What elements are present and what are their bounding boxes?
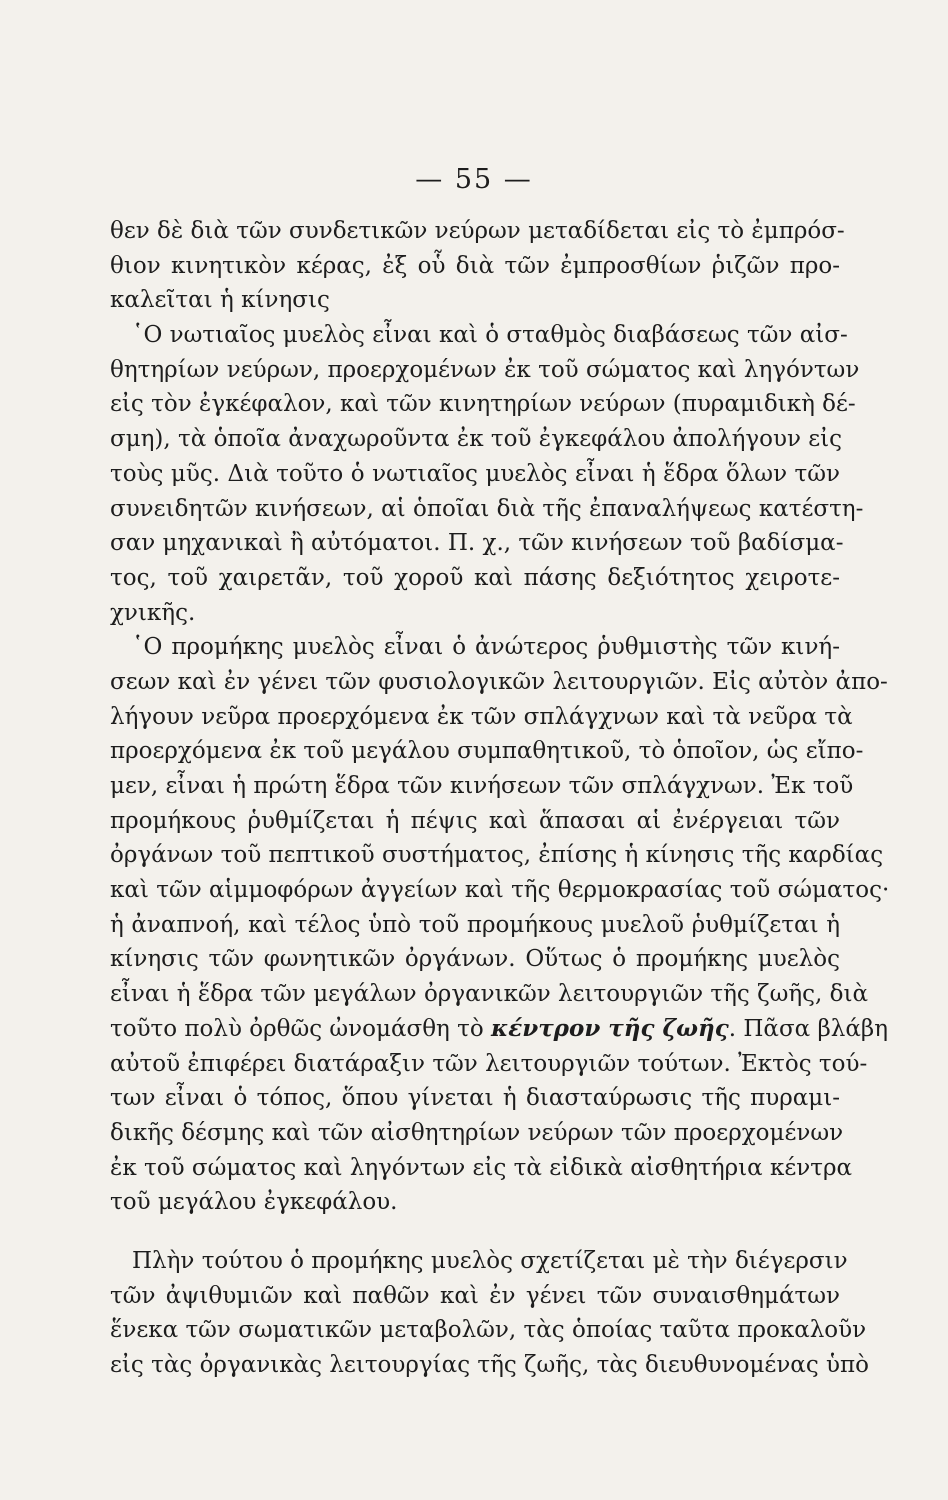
text-line: θεν δὲ διὰ τῶν συνδετικῶν νεύρων μεταδίδεται εἰς τὸ ἐμπρόσ- xyxy=(110,218,845,244)
text-line: προερχόμενα ἐκ τοῦ μεγάλου συμπαθητικοῦ, τὸ ὁποῖον, ὡς εἴπο- xyxy=(110,738,864,765)
text-line: προμήκους ῥυθμίζεται ἡ πέψις καὶ ἅπασαι αἱ ἐνέργειαι τῶν xyxy=(110,807,840,834)
text-line: ἐκ τοῦ σώματος καὶ ληγόντων εἰς τὰ εἰδικὰ αἰσθητήρια κέντρα xyxy=(110,1154,853,1181)
text-line: ἡ ἀναπνοή, καὶ τέλος ὑπὸ τοῦ προμήκους μυελοῦ ῥυθμίζεται ἡ xyxy=(110,911,840,938)
text-line: εἶναι ἡ ἕδρα τῶν μεγάλων ὀργανικῶν λειτουργιῶν τῆς ζωῆς, διὰ xyxy=(110,981,869,1008)
text-line: εἰς τὰς ὀργανικὰς λειτουργίας τῆς ζωῆς, τὰς διευθυνομένας ὑπὸ xyxy=(110,1352,869,1378)
page-number: — 55 — xyxy=(415,164,533,195)
text-line: μεν, εἶναι ἡ πρώτη ἕδρα τῶν κινήσεων τῶν σπλάγχνων. Ἐκ τοῦ xyxy=(110,773,854,799)
text-line: ἕνεκα τῶν σωματικῶν μεταβολῶν, τὰς ὁποίας ταῦτα προκαλοῦν xyxy=(110,1317,867,1344)
text-line: σαν μηχανικαὶ ἢ αὐτόματοι. Π. χ., τῶν κινήσεων τοῦ βαδίσμα- xyxy=(110,530,844,557)
text-line: λήγουν νεῦρα προερχόμενα ἐκ τῶν σπλάγχνων καὶ τὰ νεῦρα τὰ xyxy=(110,703,853,730)
text-line-with-emphasis xyxy=(110,1012,888,1047)
text-line: ὀργάνων τοῦ πεπτικοῦ συστήματος, ἐπίσης ἡ κίνησις τῆς καρδίας xyxy=(110,842,884,869)
text-line: ῾Ο προμήκης μυελὸς εἶναι ὁ ἀνώτερος ῥυθμιστὴς τῶν κινή- xyxy=(132,634,840,661)
text-line: ῾Ο νωτιαῖος μυελὸς εἶναι καὶ ὁ σταθμὸς διαβάσεως τῶν αἰσ- xyxy=(132,322,848,349)
text-line: καὶ τῶν αἱμμοφόρων ἀγγείων καὶ τῆς θερμοκρασίας τοῦ σώματος· xyxy=(110,877,890,904)
text-line: χνικῆς. xyxy=(110,599,196,626)
emphasis-term: κέντρον τῆς ζωῆς xyxy=(491,1014,729,1042)
text-line: τος, τοῦ χαιρετᾶν, τοῦ χοροῦ καὶ πάσης δεξιότητος χειροτε- xyxy=(110,564,840,591)
text-run: τοῦτο πολὺ ὀρθῶς ὠνομάσθη τὸ xyxy=(110,1015,492,1042)
text-line: σεων καὶ ἐν γένει τῶν φυσιολογικῶν λειτουργιῶν. Εἰς αὐτὸν ἀπο- xyxy=(110,668,888,695)
text-line: εἰς τὸν ἐγκέφαλον, καὶ τῶν κινητηρίων νεύρων (πυραμιδικὴ δέ- xyxy=(110,391,856,418)
paragraph-gap xyxy=(110,1220,840,1244)
text-line: θιον κινητικὸν κέρας, ἐξ οὗ διὰ τῶν ἐμπροσθίων ῥιζῶν προ- xyxy=(110,252,840,279)
text-line: συνειδητῶν κινήσεων, αἱ ὁποῖαι διὰ τῆς ἐπαναλήψεως κατέστη- xyxy=(110,495,864,522)
text-line: Πλὴν τούτου ὁ προμήκης μυελὸς σχετίζεται μὲ τὴν διέγερσιν xyxy=(132,1247,848,1274)
paragraph-3 xyxy=(110,630,890,1220)
text-line: κίνησις τῶν φωνητικῶν ὀργάνων. Οὕτως ὁ προμήκης μυελὸς xyxy=(110,946,840,973)
text-line: τοῦ μεγάλου ἐγκεφάλου. xyxy=(110,1189,398,1216)
text-run: . Πᾶσα βλάβη xyxy=(728,1015,888,1042)
text-line: των εἶναι ὁ τόπος, ὅπου γίνεται ἡ διασταύρωσις τῆς πυραμι- xyxy=(110,1085,840,1112)
body-text xyxy=(110,214,890,1383)
text-line: αὐτοῦ ἐπιφέρει διατάραξιν τῶν λειτουργιῶν τούτων. Ἐκτὸς τού- xyxy=(110,1050,868,1077)
paragraph-4 xyxy=(110,1244,869,1383)
text-line: τοὺς μῦς. Διὰ τοῦτο ὁ νωτιαῖος μυελὸς εἶναι ἡ ἕδρα ὅλων τῶν xyxy=(110,460,840,487)
text-line: θητηρίων νεύρων, προερχομένων ἐκ τοῦ σώματος καὶ ληγόντων xyxy=(110,356,860,383)
text-line: σμη), τὰ ὁποῖα ἀναχωροῦντα ἐκ τοῦ ἐγκεφάλου ἀπολήγουν εἰς xyxy=(110,426,843,453)
text-line: καλεῖται ἡ κίνησις xyxy=(110,287,330,314)
paragraph-1 xyxy=(110,214,845,318)
text-line: δικῆς δέσμης καὶ τῶν αἰσθητηρίων νεύρων τῶν προερχομένων xyxy=(110,1119,844,1146)
text-line: τῶν ἀψιθυμιῶν καὶ παθῶν καὶ ἐν γένει τῶν συναισθημάτων xyxy=(110,1282,840,1309)
paragraph-2 xyxy=(110,318,864,630)
